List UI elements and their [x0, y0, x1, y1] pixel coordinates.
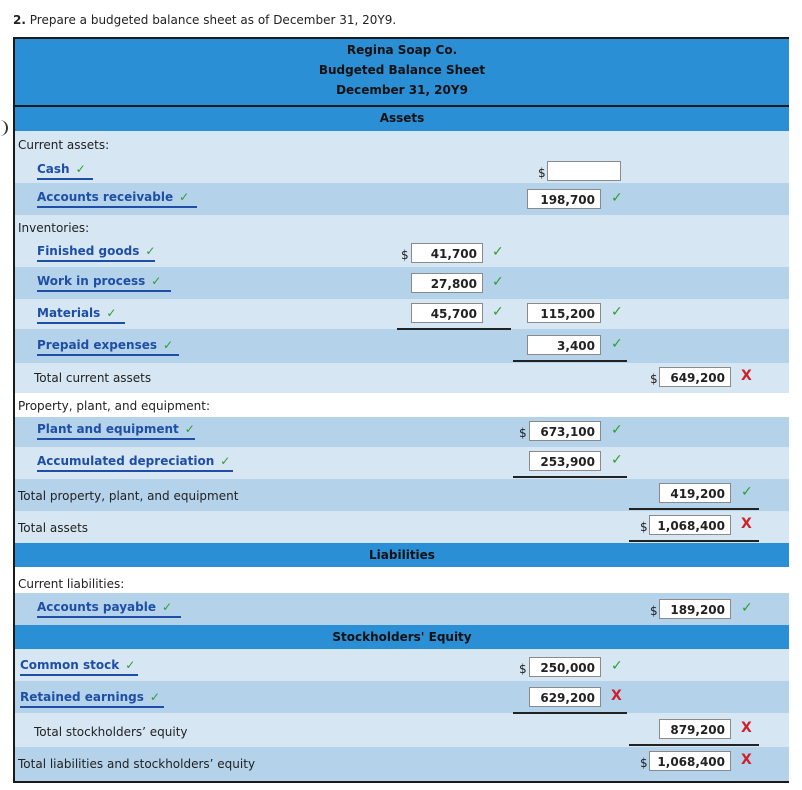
total-le-input[interactable]: 1,068,400 [649, 751, 731, 771]
total-assets-input[interactable]: 1,068,400 [649, 515, 731, 535]
equity-header [15, 625, 789, 649]
company-name: Regina Soap Co. [346, 43, 458, 57]
total-assets-label: Total assets [18, 521, 89, 535]
check-icon: ✓ [611, 336, 623, 352]
instruction-number: 2. [13, 13, 26, 27]
account-cash-label: Cash [37, 162, 70, 176]
dollar-sign: $ [519, 662, 527, 676]
check-icon: ✓ [611, 304, 623, 320]
row-bg [15, 567, 789, 593]
plant-input[interactable]: 673,100 [529, 421, 601, 441]
instruction-text: Prepare a budgeted balance sheet as of December 31, 20Y9. [29, 13, 397, 27]
check-icon: ✓ [163, 338, 174, 352]
dollar-sign: $ [650, 604, 658, 618]
ppe-label: Property, plant, and equipment: [18, 399, 211, 413]
check-icon: ✓ [151, 274, 162, 288]
account-plant-label: Plant and equipment [37, 422, 179, 436]
dollar-sign: $ [519, 426, 527, 440]
row-bg [15, 299, 789, 329]
ar-input[interactable]: 198,700 [527, 189, 601, 209]
prepaid-input[interactable]: 3,400 [527, 335, 601, 355]
cross-icon: X [741, 368, 752, 384]
underline [513, 476, 627, 478]
underline [513, 712, 627, 714]
cross-icon: X [611, 688, 622, 704]
check-icon: ✓ [149, 690, 160, 704]
account-prepaid-expenses[interactable] [37, 338, 179, 356]
total-current-assets-label: Total current assets [34, 371, 152, 385]
inventories-label: Inventories: [18, 221, 90, 235]
dollar-sign: $ [640, 520, 648, 534]
left-bracket [0, 120, 8, 136]
accum-dep-input[interactable]: 253,900 [529, 451, 601, 471]
check-icon: ✓ [184, 422, 195, 436]
liabilities-title: Liabilities [369, 548, 435, 562]
ap-input[interactable]: 189,200 [659, 599, 731, 619]
check-icon: ✓ [492, 274, 504, 290]
sheet-header [15, 39, 789, 105]
check-icon: ✓ [611, 452, 623, 468]
cross-icon: X [741, 752, 752, 768]
account-accounts-receivable[interactable] [37, 190, 197, 208]
account-fg-label: Finished goods [37, 244, 140, 258]
check-icon: ✓ [492, 244, 504, 260]
check-icon: ✓ [179, 190, 190, 204]
current-liabilities-label: Current liabilities: [18, 577, 125, 591]
equity-title: Stockholders' Equity [332, 630, 472, 644]
sheet-title: Budgeted Balance Sheet [318, 63, 486, 77]
account-cash[interactable] [37, 162, 93, 180]
check-icon: ✓ [220, 454, 231, 468]
account-retained-earnings[interactable] [20, 690, 164, 708]
underline [629, 744, 759, 746]
instruction [13, 13, 396, 27]
assets-header [15, 107, 789, 131]
check-icon: ✓ [161, 600, 173, 614]
check-icon: ✓ [611, 658, 623, 674]
check-icon: ✓ [611, 190, 623, 206]
sheet-date: December 31, 20Y9 [336, 83, 468, 97]
row-bg [15, 131, 789, 159]
account-accum-label: Accumulated depreciation [37, 454, 215, 468]
underline [629, 540, 759, 542]
total-se-input[interactable]: 879,200 [659, 719, 731, 739]
cross-icon: X [741, 720, 752, 736]
total-current-assets-input[interactable]: 649,200 [659, 367, 731, 387]
check-icon: ✓ [75, 162, 86, 176]
check-icon: ✓ [741, 600, 753, 616]
wip-input[interactable]: 27,800 [411, 273, 483, 293]
check-icon: ✓ [492, 304, 504, 320]
inventories-total-input[interactable]: 115,200 [527, 303, 601, 323]
liabilities-header [15, 543, 789, 567]
account-accumulated-depreciation[interactable] [37, 454, 233, 472]
dollar-sign: $ [640, 756, 648, 770]
account-ar-label: Accounts receivable [37, 190, 174, 204]
account-common-stock[interactable] [20, 658, 138, 676]
underline [513, 360, 627, 362]
check-icon: ✓ [145, 244, 156, 258]
account-work-in-process[interactable] [37, 274, 171, 292]
total-se-label: Total stockholders’ equity [34, 725, 188, 739]
cash-input[interactable] [547, 161, 621, 181]
row-bg [15, 159, 789, 183]
check-icon: ✓ [106, 306, 117, 320]
underline [629, 508, 759, 510]
account-ap-label: Accounts payable [37, 600, 156, 614]
total-ppe-label: Total property, plant, and equipment [18, 489, 239, 503]
row-bg [15, 215, 789, 239]
dollar-sign: $ [401, 248, 409, 262]
account-wip-label: Work in process [37, 274, 146, 288]
account-materials-label: Materials [37, 306, 101, 320]
materials-input[interactable]: 45,700 [411, 303, 483, 323]
total-ppe-input[interactable]: 419,200 [659, 483, 731, 503]
common-stock-input[interactable]: 250,000 [529, 657, 601, 677]
account-finished-goods[interactable] [37, 244, 155, 262]
retained-earnings-input[interactable]: 629,200 [529, 687, 601, 707]
finished-goods-input[interactable]: 41,700 [411, 243, 483, 263]
account-plant-equipment[interactable] [37, 422, 195, 440]
underline [397, 328, 511, 330]
dollar-sign: $ [538, 166, 546, 180]
total-le-label: Total liabilities and stockholders’ equity [18, 757, 256, 771]
account-prepaid-label: Prepaid expenses [37, 338, 157, 352]
check-icon: ✓ [125, 658, 136, 672]
assets-title: Assets [379, 111, 425, 125]
cross-icon: X [741, 516, 752, 532]
dollar-sign: $ [650, 372, 658, 386]
account-accounts-payable[interactable] [37, 600, 181, 618]
check-icon: ✓ [741, 484, 753, 500]
account-common-label: Common stock [20, 658, 120, 672]
account-materials[interactable] [37, 306, 125, 324]
current-assets-label: Current assets: [18, 138, 110, 152]
account-retained-label: Retained earnings [20, 690, 144, 704]
check-icon: ✓ [611, 422, 623, 438]
